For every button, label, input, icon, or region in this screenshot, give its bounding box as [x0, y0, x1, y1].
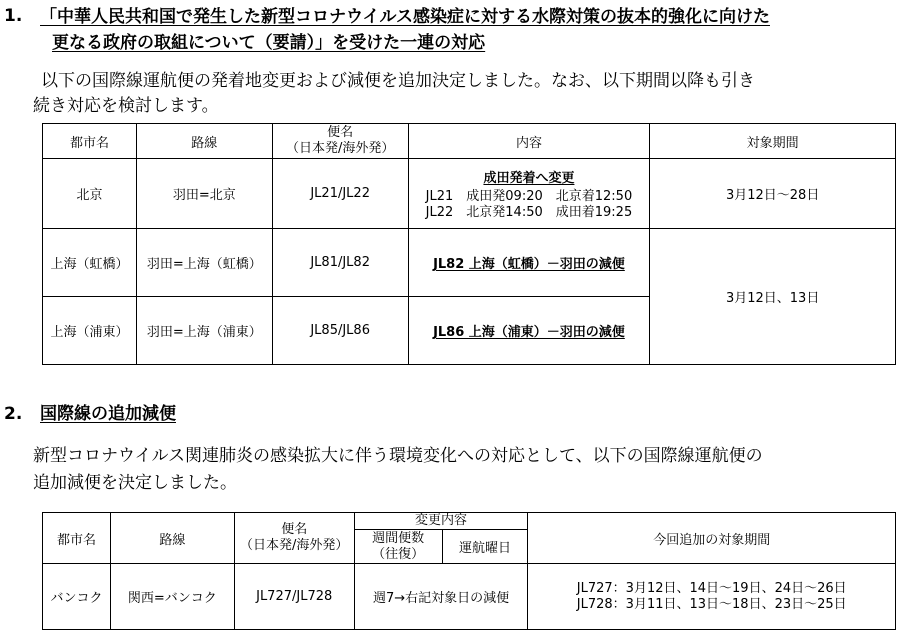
- s2-header-weekly-line2: （往復）: [372, 546, 425, 562]
- s2-row-route: 関西=バンコク: [110, 564, 234, 630]
- header-flight-line1: 便名: [327, 125, 354, 140]
- section1-para-line1: 以下の国際線運航便の発着地変更および減便を追加決定しました。なお、以下期間以降も引き: [41, 71, 755, 91]
- header-route: 路線: [136, 124, 272, 159]
- s2-header-weekly: [354, 530, 442, 564]
- row1-content-title: 成田発着へ変更: [483, 170, 575, 186]
- header-city: 都市名: [43, 124, 137, 159]
- header-content: 内容: [408, 124, 650, 159]
- header-period: 対象期間: [650, 124, 896, 159]
- table-row: [43, 229, 896, 297]
- s2-header-days: 運航曜日: [442, 530, 528, 564]
- row3-flight: JL85/JL86: [272, 297, 408, 365]
- row1-city: 北京: [43, 159, 137, 229]
- section1-table: [42, 123, 896, 365]
- table-row: [43, 159, 896, 229]
- row3-route: 羽田=上海（浦東）: [136, 297, 272, 365]
- row1-route: 羽田=北京: [136, 159, 272, 229]
- s2-header-flight-line2: （日本発/海外発）: [240, 538, 349, 553]
- s2-row-period-line1: JL727：3月12日、14日～19日、24日～26日: [576, 580, 847, 596]
- s2-row-city: バンコク: [43, 564, 111, 630]
- s2-header-flight: [234, 513, 354, 564]
- s2-row-period-line2: JL728：3月11日、13日～18日、23日～25日: [576, 596, 847, 612]
- row2-route: 羽田=上海（虹橋）: [136, 229, 272, 297]
- row3-city: 上海（浦東）: [43, 297, 137, 365]
- row2-flight: JL81/JL82: [272, 229, 408, 297]
- table-row: [43, 564, 896, 630]
- s2-header-city: 都市名: [43, 513, 111, 564]
- section2-title: 国際線の追加減便: [40, 404, 176, 424]
- row1-content-line2: JL22 北京発14:50 成田着19:25: [425, 204, 633, 220]
- section2-table: [42, 512, 896, 630]
- header-flight-line2: （日本発/海外発）: [285, 141, 395, 156]
- section1-title-line2: 更なる政府の取組について（要請）」を受けた一連の対応: [52, 33, 486, 53]
- header-flight: [272, 124, 408, 159]
- s2-row-flight: JL727/JL728: [234, 564, 354, 630]
- section2-para-line2: 追加減便を決定しました。: [33, 473, 237, 493]
- s2-header-route: 路線: [110, 513, 234, 564]
- row1-content-line1: JL21 成田発09:20 北京着12:50: [425, 188, 633, 204]
- s2-header-weekly-line1: 週間便数: [372, 530, 425, 546]
- s2-header-flight-line1: 便名: [281, 522, 308, 537]
- s2-header-change: 変更内容: [354, 513, 528, 530]
- row1-content: [408, 159, 650, 229]
- shared-period: 3月12日、13日: [650, 229, 896, 365]
- section1-number: 1.: [4, 6, 23, 26]
- s2-header-period: 今回追加の対象期間: [528, 513, 896, 564]
- row1-flight: JL21/JL22: [272, 159, 408, 229]
- row1-period: 3月12日～28日: [650, 159, 896, 229]
- row2-content: JL82 上海（虹橋）－羽田の減便: [408, 229, 650, 297]
- section2-para-line1: 新型コロナウイルス関連肺炎の感染拡大に伴う環境変化への対応として、以下の国際線運航便の: [33, 446, 763, 466]
- section1-title-line1: 「中華人民共和国で発生した新型コロナウイルス感染症に対する水際対策の抜本的強化に向けた: [40, 7, 770, 27]
- section1-para-line2: 続き対応を検討します。: [33, 96, 219, 116]
- s2-row-period: [528, 564, 896, 630]
- row2-city: 上海（虹橋）: [43, 229, 137, 297]
- s2-row-change: 週7→右記対象日の減便: [354, 564, 528, 630]
- row3-content: JL86 上海（浦東）－羽田の減便: [408, 297, 650, 365]
- section2-number: 2.: [4, 404, 23, 424]
